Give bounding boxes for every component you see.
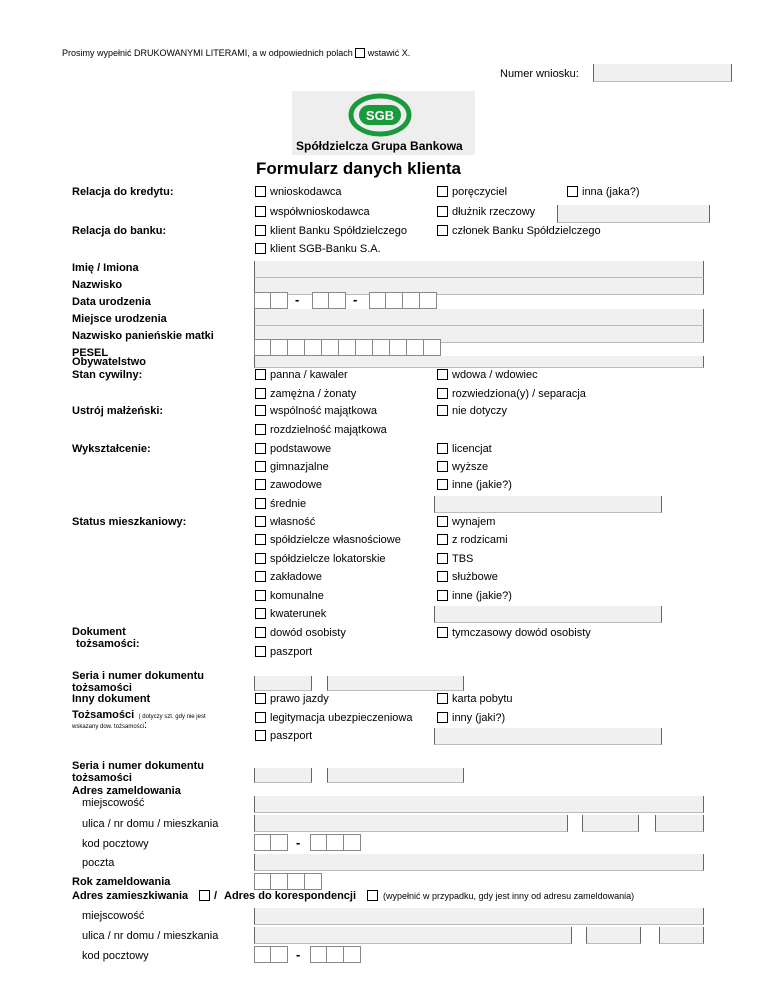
option-coop-own: spółdzielcze własnościowe	[270, 534, 401, 546]
reg-post-input[interactable]	[254, 854, 704, 871]
checkbox-passport[interactable]	[255, 646, 266, 657]
res-postcode-label: kod pocztowy	[82, 950, 149, 962]
checkbox-municipal[interactable]	[255, 590, 266, 601]
reg-street-label: ulica / nr domu / mieszkania	[82, 818, 219, 830]
option-other-doc: inny (jaki?)	[452, 712, 506, 724]
option-debtor: dłużnik rzeczowy	[452, 206, 536, 218]
reg-house-input[interactable]	[582, 815, 639, 832]
first-name-input[interactable]	[254, 261, 704, 278]
other-doc-note-2	[72, 719, 147, 731]
maiden-name-label: Nazwisko panieńskie matki	[72, 330, 214, 342]
option-joint-property: wspólność majątkowa	[270, 405, 377, 417]
citizenship-input[interactable]	[254, 356, 704, 368]
civil-status-label: Stan cywilny:	[72, 369, 143, 381]
other-relation-input[interactable]	[557, 205, 710, 223]
checkbox-rent[interactable]	[437, 516, 448, 527]
first-name-label: Imię / Imiona	[72, 262, 139, 274]
other-doc-note: ( dotyczy szt. gdy nie jest	[138, 714, 206, 720]
request-number-label: Numer wniosku:	[500, 68, 579, 80]
option-rent: wynajem	[452, 516, 496, 528]
res-street-input[interactable]	[254, 927, 572, 944]
birth-month-cells[interactable]	[312, 292, 346, 309]
birth-place-input[interactable]	[254, 309, 704, 326]
checkbox-primary[interactable]	[255, 443, 266, 454]
option-coop-tenant: spółdzielcze lokatorskie	[270, 553, 386, 565]
date-dash-1: -	[295, 292, 300, 307]
birth-place-label: Miejsce urodzenia	[72, 313, 167, 325]
pesel-label: PESEL	[72, 347, 109, 359]
checkbox-other-passport[interactable]	[255, 730, 266, 741]
other-doc-title: Tożsamości	[72, 709, 135, 721]
checkbox-other-doc[interactable]	[437, 712, 448, 723]
reg-address-label: Adres zameldowania	[72, 785, 181, 797]
request-number-input[interactable]	[593, 64, 732, 82]
checkbox-company[interactable]	[255, 571, 266, 582]
credit-relation-label: Relacja do kredytu:	[72, 186, 174, 198]
option-divorced: rozwiedziona(y) / separacja	[452, 388, 586, 400]
address-slash: /	[214, 890, 218, 902]
marital-regime-label: Ustrój małżeński:	[72, 405, 164, 417]
res-street-label: ulica / nr domu / mieszkania	[82, 930, 219, 942]
option-insurance-card: legitymacja ubezpieczeniowa	[270, 712, 413, 724]
checkbox-widowed[interactable]	[437, 369, 448, 380]
checkbox-id-card[interactable]	[255, 627, 266, 638]
sample-checkbox	[355, 48, 365, 58]
checkbox-residence-card[interactable]	[437, 693, 448, 704]
birth-day-cells[interactable]	[254, 292, 288, 309]
option-other-passport: paszport	[270, 730, 313, 742]
option-id-card: dowód osobisty	[270, 627, 346, 639]
id-document-label-2: tożsamości:	[76, 638, 140, 650]
checkbox-guarantor[interactable]	[437, 186, 448, 197]
option-member: członek Banku Spółdzielczego	[452, 225, 601, 237]
option-own: własność	[270, 516, 316, 528]
reg-postcode-part1-cells[interactable]	[254, 834, 288, 851]
checkbox-debtor[interactable]	[437, 206, 448, 217]
option-tbs: TBS	[452, 553, 474, 565]
option-married: zamężna / żonaty	[270, 388, 357, 400]
date-dash-2: -	[353, 292, 358, 307]
checkbox-tbs[interactable]	[437, 553, 448, 564]
option-middle-school: gimnazjalne	[270, 461, 329, 473]
id-document-label: Dokument	[72, 626, 126, 638]
birth-year-cells[interactable]	[369, 292, 437, 309]
checkbox-quarters[interactable]	[255, 608, 266, 619]
id-series-label-2: tożsamości	[72, 682, 132, 694]
res-postcode-dash: -	[296, 947, 301, 962]
bank-relation-label: Relacja do banku:	[72, 225, 167, 237]
checkbox-not-applicable[interactable]	[437, 405, 448, 416]
option-primary: podstawowe	[270, 443, 332, 455]
option-applicant: wnioskodawca	[270, 186, 342, 198]
checkbox-own[interactable]	[255, 516, 266, 527]
checkbox-parents[interactable]	[437, 534, 448, 545]
option-secondary: średnie	[270, 498, 307, 510]
surname-label: Nazwisko	[72, 279, 123, 291]
option-other-relation: inna (jaka?)	[582, 186, 640, 198]
option-coop-client: klient Banku Spółdzielczego	[270, 225, 407, 237]
checkbox-corr-address[interactable]	[367, 890, 378, 901]
logo-name: Spółdzielcza Grupa Bankowa	[296, 139, 463, 153]
res-city-label: miejscowość	[82, 910, 145, 922]
option-separate-property: rozdzielność majątkowa	[270, 424, 387, 436]
checkbox-temp-id[interactable]	[437, 627, 448, 638]
res-postcode-part1-cells[interactable]	[254, 946, 288, 963]
reg-flat-input[interactable]	[655, 815, 704, 832]
sgb-logo-icon	[347, 92, 413, 138]
res-flat-input[interactable]	[659, 927, 704, 944]
option-municipal: komunalne	[270, 590, 324, 602]
option-coapplicant: współwnioskodawca	[270, 206, 370, 218]
checkbox-education-other[interactable]	[437, 479, 448, 490]
option-driving-license: prawo jazdy	[270, 693, 329, 705]
reg-city-input[interactable]	[254, 796, 704, 813]
page-title: Formularz danych klienta	[256, 159, 461, 178]
option-guarantor: poręczyciel	[452, 186, 508, 198]
reg-post-label: poczta	[82, 857, 115, 869]
option-single: panna / kawaler	[270, 369, 348, 381]
citizenship-label: Obywatelstwo	[72, 356, 146, 368]
education-label: Wykształcenie:	[72, 443, 151, 455]
checkbox-service[interactable]	[437, 571, 448, 582]
option-higher: wyższe	[452, 461, 489, 473]
reg-city-label: miejscowość	[82, 797, 145, 809]
pesel-cells[interactable]	[254, 339, 441, 356]
res-postcode-part2-cells[interactable]	[310, 946, 361, 963]
housing-label: Status mieszkaniowy:	[72, 516, 187, 528]
checkbox-coop-own[interactable]	[255, 534, 266, 545]
checkbox-single[interactable]	[255, 369, 266, 380]
option-sgb-client: klient SGB-Banku S.A.	[270, 243, 381, 255]
option-service: służbowe	[452, 571, 498, 583]
id-number-2-input[interactable]	[327, 768, 464, 783]
option-temp-id: tymczasowy dowód osobisty	[452, 627, 591, 639]
id-series-input[interactable]	[254, 676, 312, 691]
option-vocational: zawodowe	[270, 479, 322, 491]
checkbox-bachelor[interactable]	[437, 443, 448, 454]
res-house-input[interactable]	[586, 927, 641, 944]
checkbox-coop-tenant[interactable]	[255, 553, 266, 564]
checkbox-separate-property[interactable]	[255, 424, 266, 435]
checkbox-middle-school[interactable]	[255, 461, 266, 472]
birth-date-label: Data urodzenia	[72, 296, 151, 308]
reg-postcode-dash: -	[296, 835, 301, 850]
reg-street-input[interactable]	[254, 815, 568, 832]
checkbox-joint-property[interactable]	[255, 405, 266, 416]
other-doc-note-text: wskazany dow. tożsamości	[72, 724, 145, 730]
option-not-applicable: nie dotyczy	[452, 405, 508, 417]
other-doc-label: Inny dokument	[72, 693, 151, 705]
reg-postcode-label: kod pocztowy	[82, 838, 149, 850]
option-widowed: wdowa / wdowiec	[452, 369, 538, 381]
option-passport: paszport	[270, 646, 313, 658]
id-number-input[interactable]	[327, 676, 464, 691]
housing-other-input[interactable]	[434, 606, 662, 623]
option-bachelor: licencjat	[452, 443, 492, 455]
other-doc-colon: :	[144, 719, 148, 731]
checkbox-residence-address[interactable]	[199, 890, 210, 901]
instruction-text: Prosimy wypełnić DRUKOWANYMI LITERAMI, a w odpowiednich polach	[62, 48, 353, 58]
checkbox-other-relation[interactable]	[567, 186, 578, 197]
option-residence-card: karta pobytu	[452, 693, 513, 705]
checkbox-divorced[interactable]	[437, 388, 448, 399]
option-parents: z rodzicami	[452, 534, 508, 546]
checkbox-housing-other[interactable]	[437, 590, 448, 601]
instruction-suffix: wstawić X.	[367, 48, 411, 58]
logo-mark: SGB	[365, 108, 395, 123]
checkbox-insurance-card[interactable]	[255, 712, 266, 723]
checkbox-married[interactable]	[255, 388, 266, 399]
checkbox-member[interactable]	[437, 225, 448, 236]
reg-year-cells[interactable]	[254, 873, 322, 890]
reg-year-label: Rok zameldowania	[72, 876, 171, 888]
checkbox-sgb-client[interactable]	[255, 243, 266, 254]
option-housing-other: inne (jakie?)	[452, 590, 512, 602]
checkbox-applicant[interactable]	[255, 186, 266, 197]
id-series-2-label-2: tożsamości	[72, 772, 132, 784]
checkbox-coop-client[interactable]	[255, 225, 266, 236]
instruction	[62, 46, 410, 58]
checkbox-coapplicant[interactable]	[255, 206, 266, 217]
education-other-input[interactable]	[434, 496, 662, 513]
option-quarters: kwaterunek	[270, 608, 327, 620]
id-series-label: Seria i numer dokumentu	[72, 670, 205, 682]
address-note: (wypełnić w przypadku, gdy jest inny od adresu zameldowania)	[383, 891, 635, 901]
res-address-label: Adres zamieszkiwania	[72, 890, 189, 902]
other-doc-input[interactable]	[434, 728, 662, 745]
checkbox-driving-license[interactable]	[255, 693, 266, 704]
corr-address-label: Adres do korespondencji	[224, 890, 357, 902]
option-company: zakładowe	[270, 571, 322, 583]
res-city-input[interactable]	[254, 908, 704, 925]
checkbox-vocational[interactable]	[255, 479, 266, 490]
id-series-2-input[interactable]	[254, 768, 312, 783]
option-education-other: inne (jakie?)	[452, 479, 512, 491]
reg-postcode-part2-cells[interactable]	[310, 834, 361, 851]
checkbox-secondary[interactable]	[255, 498, 266, 509]
id-series-2-label: Seria i numer dokumentu	[72, 760, 205, 772]
checkbox-higher[interactable]	[437, 461, 448, 472]
